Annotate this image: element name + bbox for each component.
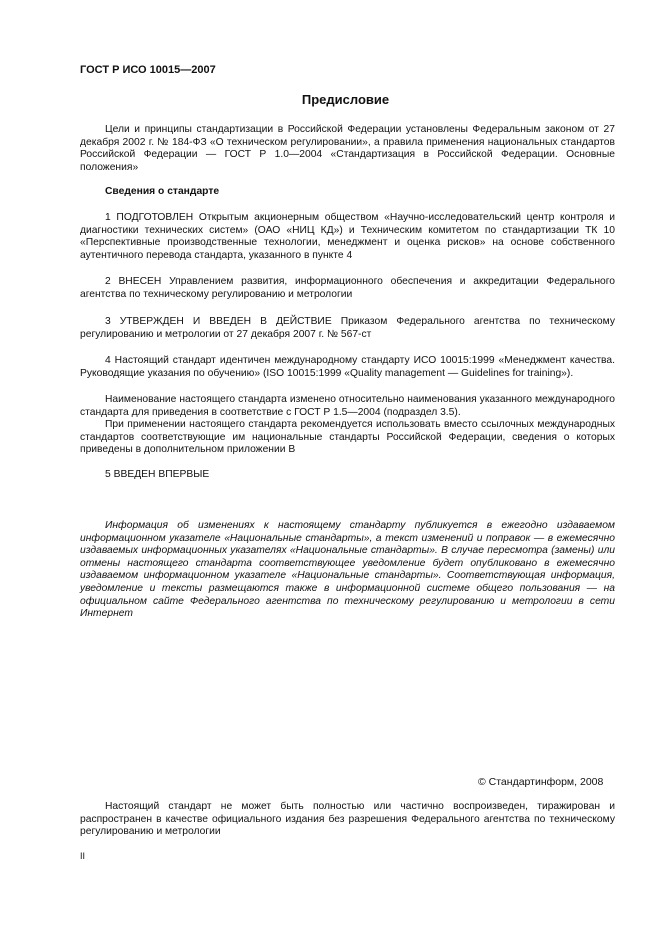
item-5-paragraph: 5 ВВЕДЕН ВПЕРВЫЕ (105, 469, 210, 480)
item-2-paragraph: 2 ВНЕСЕН Управлением развития, информационного обеспечения и аккредитации Федерального агентства по техническому регулированию и метрологии (80, 276, 615, 300)
page-title: Предисловие (301, 92, 390, 107)
intro-paragraph: Цели и принципы стандартизации в Российской Федерации установлены Федеральным законом от 27 декабря 2002 г. № 184-ФЗ «О техническом регулировании», а правила применения национальных стандартов Российской Федерации — ГОСТ Р 1.0—2004 «Стандартизация в Российской Федерации. Основные положения» (80, 124, 615, 173)
page-number: II (80, 851, 86, 861)
copyright-line: © Стандартинформ, 2008 (478, 776, 604, 788)
item-4-name-change-paragraph: Наименование настоящего стандарта изменено относительно наименования указанного международного стандарта для приведения в соответствие с ГОСТ Р 1.5—2004 (подраздел 3.5). (80, 394, 615, 418)
legal-notice-paragraph: Настоящий стандарт не может быть полностью или частично воспроизведен, тиражирован и распространен в качестве официального издания без разрешения Федерального агентства по техническому регулированию и метрологии (80, 801, 615, 838)
item-4-references-paragraph: При применении настоящего стандарта рекомендуется использовать вместо ссылочных международных стандартов соответствующие им национальные стандарты Российской Федерации, сведения о которых приведены в дополнительном приложении В (80, 419, 615, 456)
document-id-header: ГОСТ Р ИСО 10015—2007 (80, 64, 216, 76)
section-subheading: Сведения о стандарте (105, 186, 220, 197)
item-1-paragraph: 1 ПОДГОТОВЛЕН Открытым акционерным обществом «Научно-исследовательский центр контроля и диагностики технических систем» (ОАО «НИЦ КД») и Техническим комитетом по стандартизации ТК 10 «Перспективные производственные технологии, менеджмент и оценка рисков» на основе собственного аутентичного перевода стандарта, указанного в пункте 4 (80, 212, 615, 261)
item-4-paragraph: 4 Настоящий стандарт идентичен международному стандарту ИСО 10015:1999 «Менеджмент качества. Руководящие указания по обучению» (ISO 10015:1999 «Quality management — Guidelines for training»). (80, 355, 615, 379)
item-3-paragraph: 3 УТВЕРЖДЕН И ВВЕДЕН В ДЕЙСТВИЕ Приказом Федерального агентства по техническому регулированию и метрологии от 27 декабря 2007 г. № 567-ст (80, 316, 615, 340)
changes-notice-paragraph: Информация об изменениях к настоящему стандарту публикуется в ежегодно издаваемом информационном указателе «Национальные стандарты», а текст изменений и поправок — в ежемесячно издаваемых информационных указателях «Национальные стандарты». В случае пересмотра (замены) или отмены настоящего стандарта соответствующее уведомление будет опубликовано в ежемесячно издаваемом информационном указателе «Национальные стандарты». Соответствующая информация, уведомление и тексты размещаются также в информационной системе общего пользования — на официальном сайте Федерального агентства по техническому регулированию и метрологии в сети Интернет (80, 520, 615, 620)
